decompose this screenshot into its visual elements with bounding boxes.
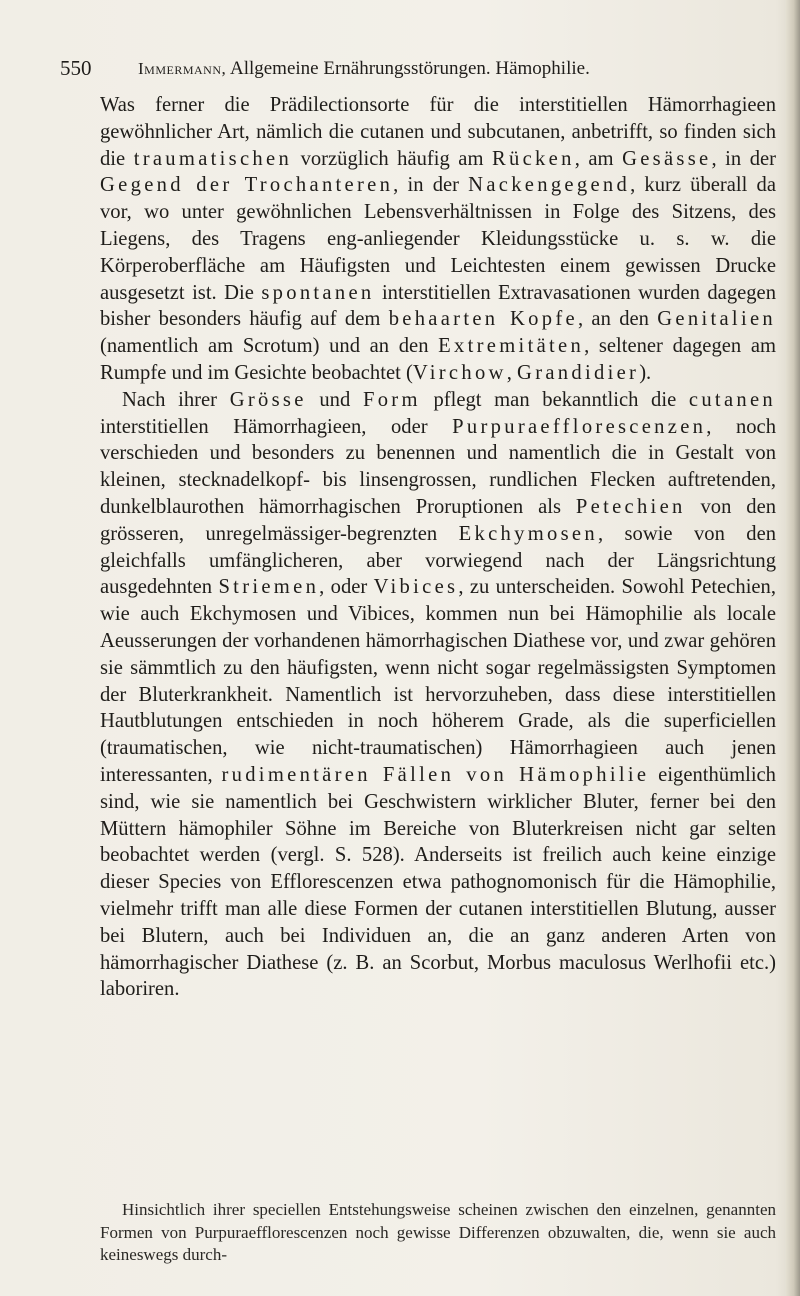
text-run: vorzüglich häufig am [292,147,492,170]
header-text [138,58,590,80]
paragraph-size-and-form [100,387,776,1003]
emphasized-text-run: Grösse [229,388,307,411]
emphasized-text-run: Virchow [412,361,507,384]
page-number: 550 [60,56,92,80]
text-run: , zu unterscheiden. Sowohl Petechien, wie auch Ekchymosen und Vibices, kommen nun bei Hämophilie als locale Aeusserungen der vorhandenen hämorrhagischen Diathese vor, und zwar gehören sie sämmtlich zu den häufigsten, wenn nicht sogar regelmässigsten Symptomen der Bluterkrankheit. Namentlich ist hervorzuheben, dass diese interstitiellen Hautblutungen entschieden in noch höherem Grade, als die superficiellen (traumatischen, wie nicht-traumatischen) Hämorrhagieen auch jenen interessanten, [100,576,776,786]
emphasized-text-run: traumatischen [133,147,293,170]
header-author: Immermann, [138,59,227,78]
text-run: , in der [393,174,469,197]
page-edge-shadow [786,0,800,1296]
text-run: Was ferner die Prädilectionsorte für die interstitiellen Hämorrhagieen gewöhnlicher Art, nämlich die cutanen und subcutanen, anbetrifft, so finden sich die [100,94,776,170]
main-text [100,92,776,1003]
text-run: , in der [711,147,777,170]
emphasized-text-run: Gegend der Trochanteren [100,174,394,197]
running-header [60,56,780,84]
emphasized-text-run: rudimentären Fällen von Hämophilie [221,763,650,786]
text-run: ). [639,361,652,384]
text-run: von den grösseren, unregelmässiger-begrenzten [100,495,777,545]
emphasized-text-run: Form [362,388,421,411]
paragraph-origin-note [100,1199,776,1267]
text-run: (namentlich am Scrotum) und an den [100,335,439,358]
text-run: interstitiellen Extravasationen wurden dagegen bisher besonders häufig auf dem [100,281,776,331]
text-run: Nach ihrer [122,388,230,411]
emphasized-text-run: behaarten Kopfe [388,308,578,331]
text-run: interstitiellen Hämorrhagieen, oder [100,415,453,438]
text-run: , [506,361,518,384]
emphasized-text-run: Petechien [575,495,686,518]
text-run: , sowie von den gleichfalls umfänglicheren, aber vorwiegend nach der Längsrichtung ausgedehnten [100,522,777,599]
text-run: eigenthümlich sind, wie sie namentlich bei Geschwistern wirklicher Bluter, ferner bei den Müttern hämophiler Söhne im Bereiche von Bluterkreisen nicht gar selten beobachtet werden (vergl. S. 528). Anderseits ist freilich auch keine einzige dieser Species von Efflorescenzen etwa pathognomonisch für die Hämophilie, vielmehr trifft man alle diese Formen der cutanen interstitiellen Blutung, ausser bei Blutern, auch bei Individuen an, die an ganz anderen Arten von hämorrhagischer Diathese (z. B. an Scorbut, Morbus maculosus Werlhofii etc.) laboriren. [100,763,776,1001]
emphasized-text-run: Vibices [373,576,459,599]
text-run: , kurz überall da vor, wo unter gewöhnlichen Lebensverhältnissen in Folge des Sitzens, des Liegens, des Tragens eng-anliegender Kleidungsstücke u. s. w. die Körperoberfläche am Häufigsten und Leichtesten einem gewissen Drucke ausgesetzt ist. Die [100,174,776,304]
header-title: Allgemeine Ernährungsstörungen. Hämophilie. [229,58,590,79]
small-print-paragraph [100,1199,776,1267]
emphasized-text-run: Extremitäten [438,335,585,358]
emphasized-text-run: Genitalien [657,308,776,331]
emphasized-text-run: Grandidier [517,361,640,384]
emphasized-text-run: Rücken [492,147,575,170]
emphasized-text-run: cutanen [688,388,777,411]
emphasized-text-run: Purpuraefflorescenzen [452,415,707,438]
text-run: , an den [577,308,658,331]
emphasized-text-run: spontanen [261,281,375,304]
emphasized-text-run: Gesässe [622,147,712,170]
text-run: , noch verschieden und besonders zu benennen und namentlich die in Gestalt von kleinen, stecknadelkopf- bis linsengrossen, rundlichen Flecken auftretenden, dunkelblaurothen hämorrhagischen Proruptionen als [100,415,776,518]
paragraph-prediliction-sites [100,92,776,387]
emphasized-text-run: Nackengegend [468,174,631,197]
text-run: Hinsichtlich ihrer speciellen Entstehungsweise scheinen zwischen den einzelnen, genannten Formen von Purpuraefflorescenzen noch gewisse Differenzen obzuwalten, die, wenn sie auch keineswegs durch- [100,1200,776,1264]
text-run: und [306,388,363,411]
text-run: , oder [319,576,374,599]
text-run: , seltener dagegen am Rumpfe und im Gesichte beobachtet ( [100,335,776,384]
text-run: , am [574,147,623,170]
text-run: pflegt man bekanntlich die [420,388,689,411]
emphasized-text-run: Ekchymosen [458,522,598,545]
emphasized-text-run: Striemen [218,576,320,599]
